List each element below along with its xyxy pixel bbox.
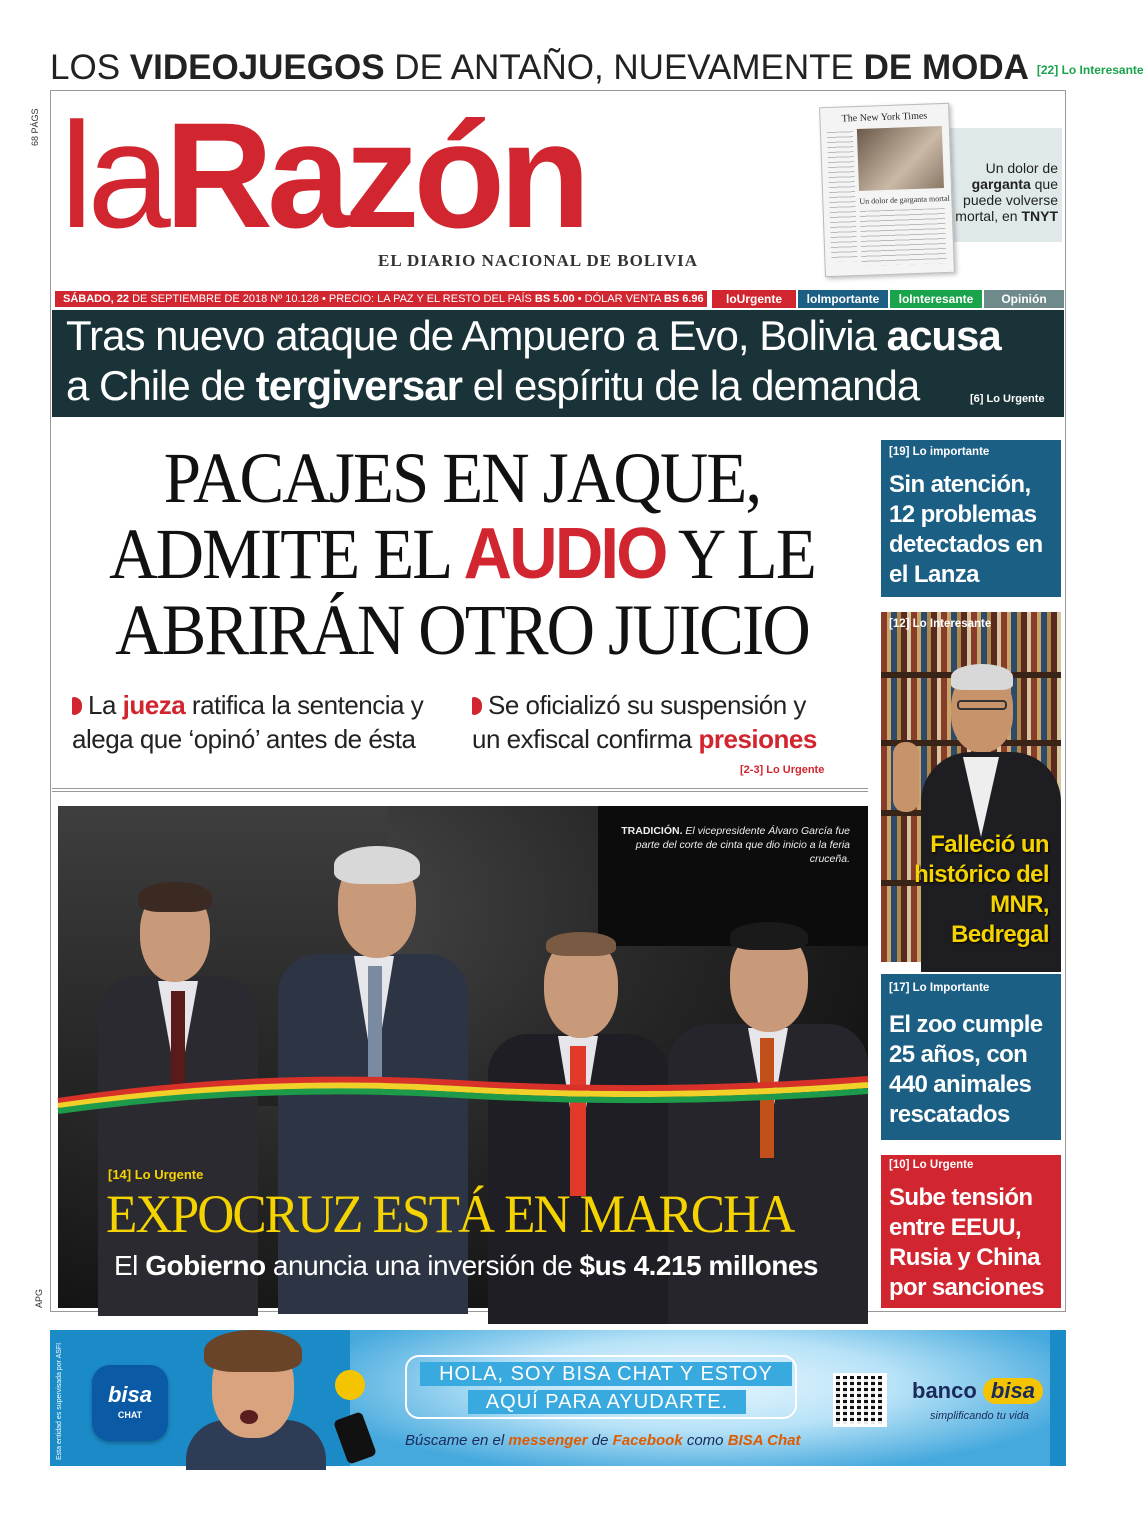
ad-bold: BISA Chat [727, 1432, 801, 1449]
qr-code-icon[interactable] [833, 1373, 887, 1427]
headline-part: Y LE [665, 514, 815, 594]
teaser-bold: VIDEOJUEGOS [129, 48, 385, 87]
bullet-2 [472, 688, 852, 756]
tagline: EL DIARIO NACIONAL DE BOLIVIA [378, 251, 698, 270]
box-ref: [19] Lo importante [889, 446, 990, 458]
page-count: 68 PÁGS [30, 108, 40, 146]
box-title: Sube tensión entre EEUU, Rusia y China por sanciones [889, 1184, 1044, 1301]
ad-line-2: AQUÍ PARA AYUDARTE. [468, 1390, 746, 1414]
ribbon [58, 1071, 868, 1111]
date-rest: DE SEPTIEMBRE DE 2018 Nº 10.128 • PRECIO: LA PAZ Y EL RESTO DEL PAÍS [129, 293, 535, 305]
subhead-text: anuncia una inversión de [265, 1250, 580, 1281]
nyt-promo-part: Un dolor de [985, 160, 1058, 176]
banner-bold: acusa [886, 312, 1001, 359]
date-day: SÁBADO, 22 [63, 293, 130, 305]
person-hair [730, 922, 808, 950]
ref-label: Lo Urgente [131, 1167, 204, 1182]
bullet-marker [72, 697, 82, 715]
app-name: bisa [107, 1382, 153, 1407]
ad-text: Búscame en el [405, 1432, 509, 1449]
ad-line-1: HOLA, SOY BISA CHAT Y ESTOY [420, 1362, 792, 1386]
main-headline[interactable] [90, 440, 834, 668]
main-story-ref: [2-3] Lo Urgente [740, 764, 825, 776]
nyt-promo-part: que puede volverse mortal, en [955, 176, 1058, 224]
teaser-text: LOS [50, 48, 130, 87]
ref-number: [14] [108, 1167, 132, 1182]
caption-bold: TRADICIÓN. [621, 825, 683, 837]
banner-text: Tras nuevo ataque de Ampuero a Evo, Bolivia [66, 312, 887, 359]
subhead-text: El [114, 1250, 146, 1281]
story-box-zoo[interactable] [881, 974, 1061, 1140]
photo-caption [618, 824, 850, 866]
top-teaser[interactable] [50, 48, 1144, 88]
ad-legal: Esta entidad es supervisada por ASFI [56, 1342, 63, 1460]
bullet-bold: jueza [122, 690, 186, 720]
banner-text: el espíritu de la demanda [461, 362, 920, 409]
banner-line-1 [66, 312, 1001, 360]
app-sub: CHAT [117, 1410, 143, 1420]
subhead-bold: Gobierno [145, 1250, 266, 1281]
person-hair [546, 932, 616, 956]
bank-bisa: bisa [983, 1378, 1043, 1404]
section-tab-importante[interactable]: loImportante [798, 290, 888, 308]
qr-pattern [836, 1376, 884, 1424]
nyt-promo-bold: garganta [971, 176, 1031, 192]
teaser-text: DE ANTAÑO, NUEVAMENTE [384, 48, 864, 87]
person-tie [368, 966, 382, 1086]
newspaper-logo[interactable] [60, 91, 700, 259]
bullet-text: ratifica la sentencia y [185, 690, 424, 720]
nyt-text-lines [827, 131, 858, 262]
caption-text: El vicepresidente Álvaro García fue parte del corte de cinta que dio inicio a la feria cruceña. [635, 825, 850, 865]
section-tab-interesante[interactable]: loInteresante [890, 290, 982, 308]
ad-bold: Facebook [612, 1432, 683, 1449]
ad-text: de [587, 1432, 613, 1449]
ad-person-hair [204, 1330, 302, 1372]
ad-line-3 [405, 1432, 805, 1449]
story-box-sanciones[interactable] [881, 1155, 1061, 1308]
banner-ref: [6] Lo Urgente [970, 393, 1045, 405]
bullet-bold: presiones [698, 724, 817, 754]
story-box-bedregal[interactable] [881, 612, 1061, 962]
nyt-promo-text[interactable] [950, 160, 1058, 224]
teaser-bold: DE MODA [863, 48, 1029, 87]
subhead-bold: $us 4.215 millones [579, 1250, 819, 1281]
box-ref: [12] Lo Interesante [889, 618, 992, 630]
headline-part: ADMITE EL [109, 514, 464, 594]
person-hand [893, 742, 919, 812]
section-tab-opinion[interactable]: Opinión [984, 290, 1064, 308]
expocruz-headline[interactable]: EXPOCRUZ ESTÁ EN MARCHA [106, 1184, 794, 1244]
price: BS 5.00 [534, 293, 575, 305]
banner-line-2 [66, 362, 919, 410]
box-title: Falleció un histórico del MNR, Bedregal [914, 831, 1049, 948]
bullet-text: alega que ‘opinó’ antes de ésta [72, 724, 416, 754]
ad-text: como [682, 1432, 728, 1449]
person-tie [570, 1046, 586, 1196]
headline-line: ABRIRÁN OTRO JUICIO [115, 590, 809, 670]
box-title: Sin atención, 12 problemas detectados en el Lanza [889, 471, 1043, 588]
box-ref: [10] Lo Urgente [889, 1159, 974, 1171]
headline-line: PACAJES EN JAQUE, [163, 438, 761, 518]
nyt-masthead: The New York Times [841, 110, 928, 125]
ad-bold: messenger [508, 1432, 588, 1449]
bullet-text: La [88, 690, 123, 720]
box-title: El zoo cumple 25 años, con 440 animales rescatados [889, 1011, 1043, 1128]
teaser-ref: [22] Lo Interesante [1036, 62, 1144, 77]
bank-name: banco [912, 1378, 983, 1403]
story-box-lanza[interactable] [881, 440, 1061, 597]
person-hair [138, 882, 212, 912]
bullet-marker [472, 697, 482, 715]
person-hair [334, 846, 420, 884]
bullet-text: Se oficializó su suspensión y [488, 690, 806, 720]
side-code: APG [34, 1288, 44, 1308]
banner-bold: tergiversar [255, 362, 462, 409]
ad-person-mouth [240, 1410, 258, 1424]
bank-slogan: simplificando tu vida [930, 1410, 1030, 1422]
section-tab-urgente[interactable]: loUrgente [712, 290, 796, 308]
banner-text: a Chile de [66, 362, 256, 409]
expocruz-ref [108, 1167, 203, 1182]
nyt-promo-tag: TNYT [1021, 208, 1058, 224]
nyt-text-lines [860, 208, 947, 266]
dollar-label: • DÓLAR VENTA [574, 293, 664, 305]
bank-logo [912, 1378, 1043, 1404]
person-hair [951, 664, 1013, 690]
nyt-headline: Un dolor de garganta mortal [859, 193, 950, 206]
divider [52, 788, 868, 789]
logo-razon: Razón [164, 91, 585, 259]
nyt-photo [857, 126, 944, 191]
bullet-text: un exfiscal confirma [472, 724, 699, 754]
box-ref: [17] Lo Importante [889, 982, 990, 994]
date-bar [55, 291, 707, 307]
bisa-mascot-icon [335, 1370, 365, 1400]
nyt-thumbnail[interactable] [819, 103, 955, 277]
person-glasses [957, 700, 1007, 710]
divider [52, 791, 868, 792]
dollar-rate: BS 6.96 [663, 293, 704, 305]
headline-line [90, 516, 834, 592]
bullet-1 [72, 688, 462, 756]
expocruz-subhead [114, 1250, 818, 1282]
headline-highlight: AUDIO [463, 514, 666, 594]
logo-la: la [60, 91, 165, 259]
